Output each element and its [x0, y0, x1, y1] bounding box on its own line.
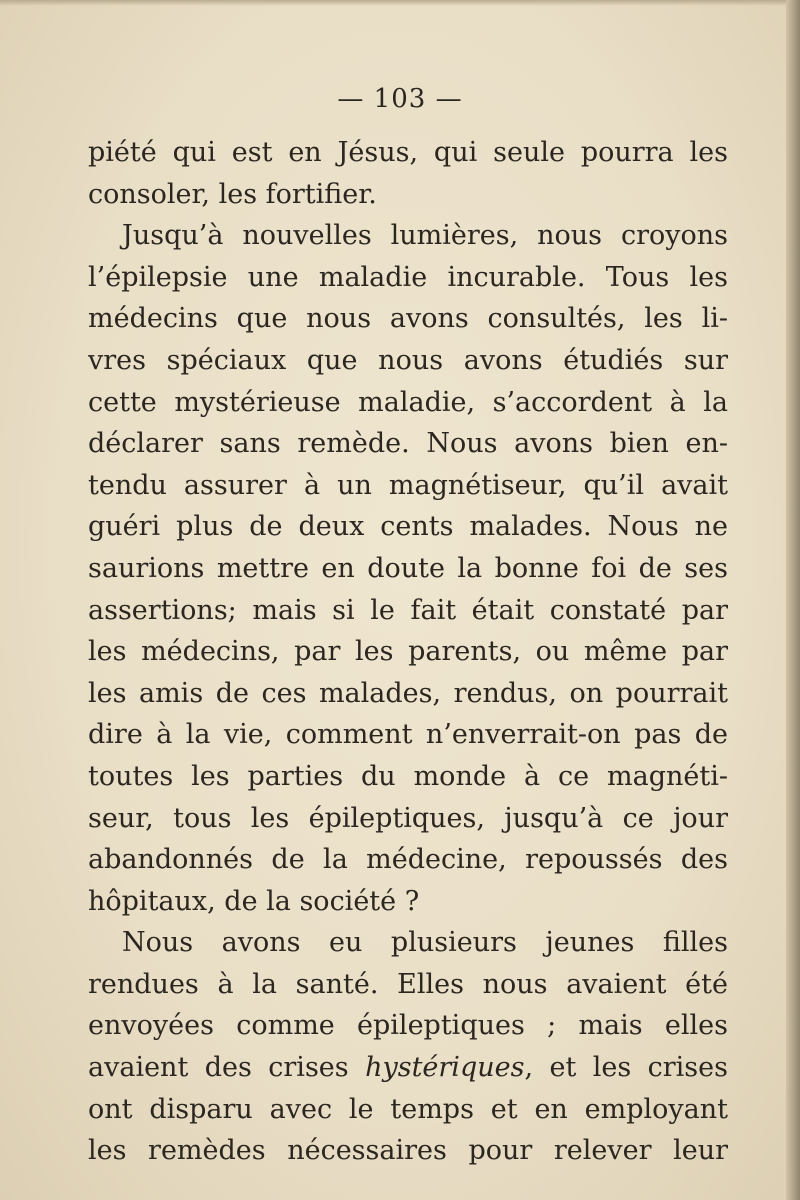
text-line: envoyées comme épileptiques ; mais elles: [88, 1010, 728, 1042]
body-text: [88, 132, 728, 1172]
text-line: [88, 1047, 728, 1089]
text-line: consoler, les fortifier.: [88, 178, 377, 210]
text-line: cette mystérieuse maladie, s’accordent à la: [88, 386, 728, 418]
text-line: déclarer sans remède. Nous avons bien en-: [88, 428, 728, 460]
text-line: vres spéciaux que nous avons étudiés sur: [88, 344, 728, 376]
text-line: les médecins, par les parents, ou même par: [88, 636, 728, 668]
page-number-header: — 103 —: [337, 84, 463, 114]
text-line: l’épilepsie une maladie incurable. Tous les: [88, 261, 728, 293]
text-line: guéri plus de deux cents malades. Nous ne: [88, 511, 728, 543]
text-line: abandonnés de la médecine, repoussés des: [88, 844, 728, 876]
text-line: saurions mettre en doute la bonne foi de ses: [88, 552, 728, 584]
page-right-edge: [786, 0, 800, 1200]
text-line: les remèdes nécessaires pour relever leur: [88, 1135, 728, 1167]
text-segment: , et les crises: [524, 1052, 728, 1084]
text-line: Jusqu’à nouvelles lumières, nous croyons: [122, 220, 728, 252]
text-line: ont disparu avec le temps et en employant: [88, 1093, 728, 1125]
text-line: hôpitaux, de la société ?: [88, 885, 420, 917]
text-line: rendues à la santé. Elles nous avaient été: [88, 968, 728, 1000]
text-line: dire à la vie, comment n’enverrait-on pas de: [88, 719, 728, 751]
italic-word: hystériques: [365, 1052, 525, 1084]
text-line: assertions; mais si le fait était constaté par: [88, 594, 728, 626]
text-line: piété qui est en Jésus, qui seule pourra les: [88, 137, 728, 168]
text-line: seur, tous les épileptiques, jusqu’à ce jour: [88, 802, 728, 834]
text-line: tendu assurer à un magnétiseur, qu’il avait: [88, 469, 728, 501]
text-line: Nous avons eu plusieurs jeunes filles: [122, 927, 728, 959]
text-line: médecins que nous avons consultés, les li-: [88, 303, 728, 335]
page-top-edge: [0, 0, 800, 6]
text-segment: avaient des crises: [88, 1052, 366, 1084]
text-line: toutes les parties du monde à ce magnéti-: [88, 760, 728, 792]
text-line: les amis de ces malades, rendus, on pourrait: [88, 677, 728, 709]
